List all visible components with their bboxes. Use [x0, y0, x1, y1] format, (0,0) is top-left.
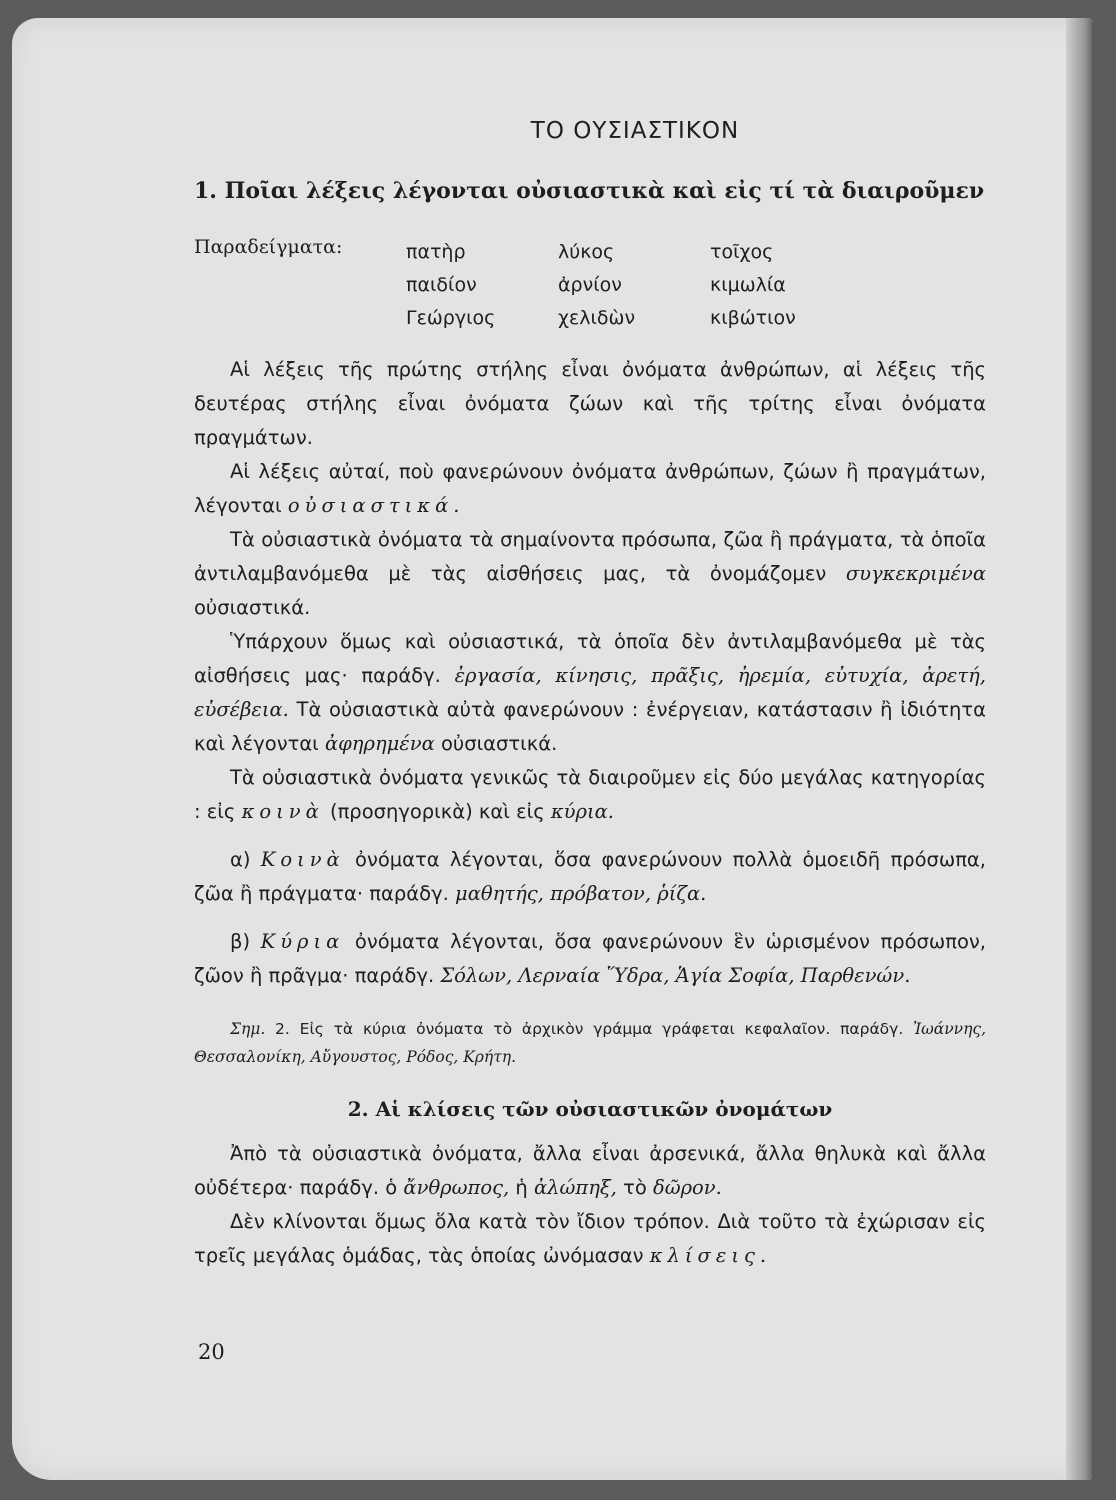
- common-examples: μαθητής, πρόβατον, ῥίζα.: [455, 882, 707, 905]
- page-number: 20: [198, 1340, 225, 1364]
- paragraph-proper-nouns: β) Κύρια ὀνόματα λέγονται, ὅσα φανερώνουν ἓν ὡρισμένον πρόσωπον, ζῶον ἢ πρᾶγμα· παράδγ. Σόλων, Λερναία Ὕδρα, Ἁγία Σοφία, Παρθενών.: [194, 930, 986, 987]
- term-nouns: οὐσιαστικά.: [287, 494, 465, 517]
- example-word: λύκος: [558, 241, 615, 263]
- paragraph-genders: Ἀπὸ τὰ οὐσιαστικὰ ὀνόματα, ἄλλα εἶναι ἀρσενικά, ἄλλα θηλυκὰ καὶ ἄλλα οὐδέτερα· παράδγ. ὁ ἄνθρωπος, ἡ ἀλώπηξ, τὸ δῶρον.: [194, 1142, 986, 1199]
- example-word: τοῖχος: [710, 241, 774, 263]
- paragraph-abstract: Ὑπάρχουν ὅμως καὶ οὐσιαστικά, τὰ ὁποῖα δὲν ἀντιλαμβανόμεθα μὲ τὰς αἰσθήσεις μας· παράδγ. ἐργασία, κίνησις, πρᾶξις, ἠρεμία, εὐτυχία, ἀρετή, εὐσέβεια. Τὰ οὐσιαστικὰ αὐτὰ φανερώνουν : ἐνέργειαν, κατάστασιν ἢ ἰδιότητα καὶ λέγονται ἀφηρημένα οὐσιαστικά.: [194, 630, 986, 755]
- paragraph-definition: Αἱ λέξεις αὐταί, ποὺ φανερώνουν ὀνόματα ἀνθρώπων, ζώων ἢ πραγμάτων, λέγονται οὐσιαστικά.: [194, 460, 986, 517]
- examples-column-people: [406, 236, 558, 335]
- paragraph-concrete: Τὰ οὐσιαστικὰ ὀνόματα τὰ σημαίνοντα πρόσωπα, ζῶα ἢ πράγματα, τὰ ὁποῖα ἀντιλαμβανόμεθα μὲ τὰς αἰσθήσεις μας, τὰ ὀνομάζομεν συγκεκριμένα οὐσιαστικά.: [194, 528, 986, 619]
- book-spine: [1066, 18, 1092, 1480]
- term-abstract: ἀφηρημένα: [324, 732, 435, 755]
- term-proper-spaced: Κύρια: [260, 930, 345, 953]
- example-word: κιβώτιον: [710, 307, 796, 329]
- term-declensions: κλίσεις.: [649, 1244, 772, 1267]
- example-word: κιμωλία: [710, 274, 786, 296]
- term-common: κοινὰ: [241, 800, 324, 823]
- paragraph-common-nouns: α) Κοινὰ ὀνόματα λέγονται, ὅσα φανερώνουν πολλὰ ὁμοειδῆ πρόσωπα, ζῶα ἢ πράγματα· παράδγ. μαθητής, πρόβατον, ῥίζα.: [194, 848, 986, 905]
- paragraph-categories: Τὰ οὐσιαστικὰ ὀνόματα γενικῶς τὰ διαιροῦμεν εἰς δύο μεγάλας κατηγορίας : εἰς κοινὰ (προσηγορικὰ) καὶ εἰς κύρια.: [194, 766, 986, 823]
- examples-table: [194, 236, 986, 335]
- example-word: πατὴρ: [406, 241, 466, 263]
- paragraph-columns-explained: Αἱ λέξεις τῆς πρώτης στήλης εἶναι ὀνόματα ἀνθρώπων, αἱ λέξεις τῆς δευτέρας στήλης εἶναι ὀνόματα ζώων καὶ τῆς τρίτης εἶναι ὀνόματα πραγμάτων.: [194, 358, 986, 449]
- term-common-spaced: Κοινὰ: [260, 848, 345, 871]
- term-concrete: συγκεκριμένα: [845, 562, 986, 585]
- examples-label: Παραδείγματα:: [194, 236, 343, 258]
- example-word: Γεώργιος: [406, 307, 496, 329]
- book-page: [12, 18, 1092, 1480]
- term-proper: κύρια.: [550, 800, 614, 823]
- note-examples: Ἰωάννης, Θεσσαλονίκη, Αὔγουστος, Ρόδος, Κρήτη.: [194, 1020, 986, 1066]
- section-2-heading: 2. Αἱ κλίσεις τῶν οὐσιαστικῶν ὀνομάτων: [347, 1097, 833, 1121]
- example-word: ἀρνίον: [558, 274, 622, 296]
- paragraph-declensions: Δὲν κλίνονται ὅμως ὅλα κατὰ τὸν ἴδιον τρόπον. Διὰ τοῦτο τὰ ἐχώρισαν εἰς τρεῖς μεγάλας ὁμάδας, τὰς ὁποίας ὠνόμασαν κλίσεις.: [194, 1210, 986, 1267]
- footnote: Σημ. 2. Εἰς τὰ κύρια ὀνόματα τὸ ἀρχικὸν γράμμα γράφεται κεφαλαῖον. παράδγ. Ἰωάννης, Θεσσαλονίκη, Αὔγουστος, Ρόδος, Κρήτη.: [194, 1020, 986, 1066]
- example-word: χελιδὼν: [558, 307, 636, 329]
- examples-column-things: [710, 236, 862, 335]
- example-word: παιδίον: [406, 274, 477, 296]
- abstract-examples: ἐργασία, κίνησις, πρᾶξις, ἠρεμία, εὐτυχία, ἀρετή, εὐσέβεια.: [194, 664, 986, 721]
- section-1-heading: 1. Ποῖαι λέξεις λέγονται οὐσιαστικὰ καὶ εἰς τί τὰ διαιροῦμεν: [194, 178, 985, 204]
- page-content: [194, 118, 986, 1273]
- proper-examples: Σόλων, Λερναία Ὕδρα, Ἁγία Σοφία, Παρθενών.: [440, 964, 911, 987]
- page-title: ΤΟ ΟΥΣΙΑΣΤΙΚΟΝ: [530, 118, 740, 144]
- examples-column-animals: [558, 236, 710, 335]
